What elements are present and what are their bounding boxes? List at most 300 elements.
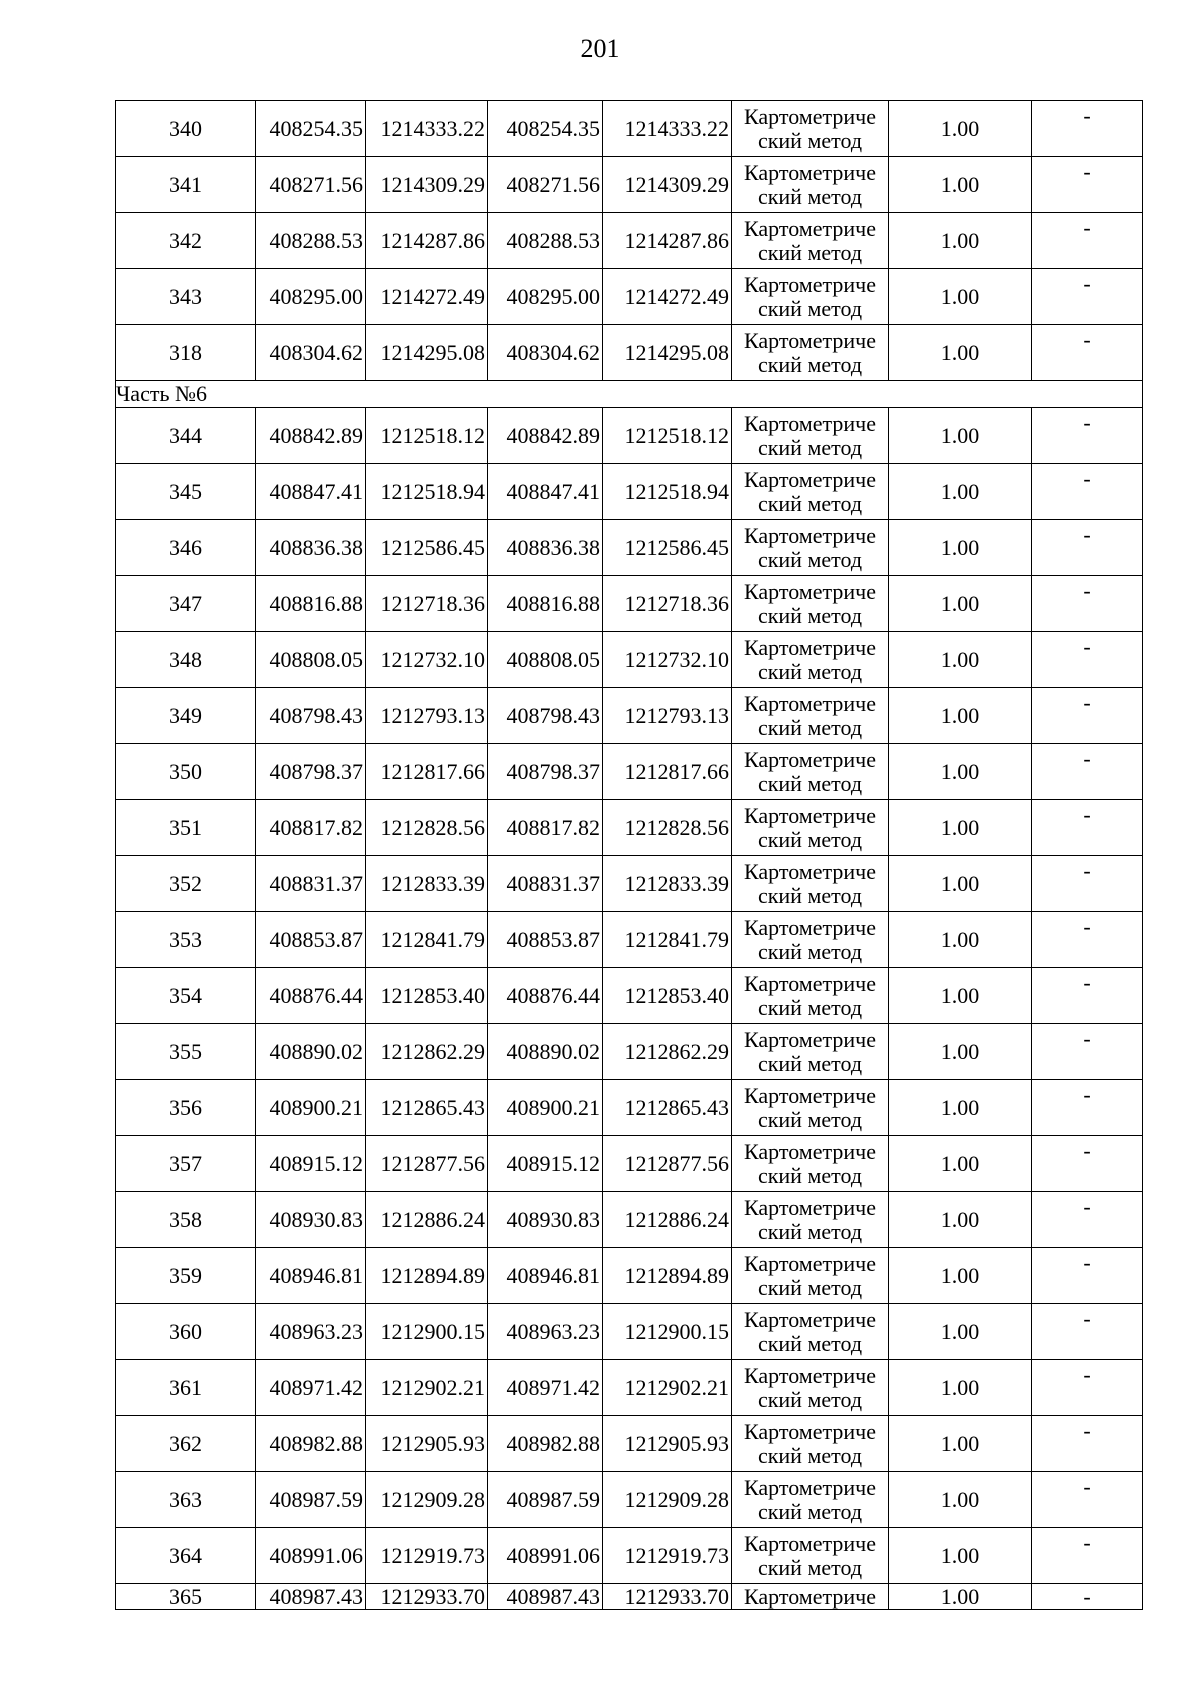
accuracy-cell: 1.00 bbox=[889, 1528, 1032, 1584]
x-coordinate-cell: 408254.35 bbox=[488, 101, 603, 157]
y-coordinate-cell: 1212817.66 bbox=[366, 744, 488, 800]
x-coordinate-cell: 408963.23 bbox=[256, 1304, 366, 1360]
x-coordinate-cell: 408987.43 bbox=[256, 1584, 366, 1610]
point-number-cell: 344 bbox=[116, 408, 256, 464]
point-number-cell: 355 bbox=[116, 1024, 256, 1080]
x-coordinate-cell: 408842.89 bbox=[256, 408, 366, 464]
accuracy-cell: 1.00 bbox=[889, 520, 1032, 576]
description-cell: - bbox=[1032, 1416, 1143, 1472]
table-row bbox=[116, 744, 1143, 800]
point-number-cell: 359 bbox=[116, 1248, 256, 1304]
y-coordinate-cell: 1212919.73 bbox=[366, 1528, 488, 1584]
point-number-cell: 346 bbox=[116, 520, 256, 576]
description-cell: - bbox=[1032, 269, 1143, 325]
description-cell: - bbox=[1032, 464, 1143, 520]
x-coordinate-cell: 408288.53 bbox=[488, 213, 603, 269]
method-text-line2: ский метод bbox=[757, 770, 863, 796]
x-coordinate-cell: 408971.42 bbox=[488, 1360, 603, 1416]
point-number-cell: 364 bbox=[116, 1528, 256, 1584]
description-cell: - bbox=[1032, 325, 1143, 381]
x-coordinate-cell: 408915.12 bbox=[256, 1136, 366, 1192]
y-coordinate-cell: 1214309.29 bbox=[366, 157, 488, 213]
y-coordinate-cell: 1212732.10 bbox=[603, 632, 732, 688]
point-number-cell: 363 bbox=[116, 1472, 256, 1528]
description-cell: - bbox=[1032, 1136, 1143, 1192]
accuracy-cell: 1.00 bbox=[889, 912, 1032, 968]
method-cell bbox=[732, 856, 889, 912]
method-text-line2: ский метод bbox=[757, 1386, 863, 1412]
method-text-line1: Картометриче bbox=[744, 103, 876, 129]
accuracy-cell: 1.00 bbox=[889, 269, 1032, 325]
description-cell: - bbox=[1032, 856, 1143, 912]
method-text-line2: ский метод bbox=[757, 1498, 863, 1524]
method-text-line2: ский метод bbox=[757, 826, 863, 852]
y-coordinate-cell: 1214309.29 bbox=[603, 157, 732, 213]
table-row bbox=[116, 157, 1143, 213]
y-coordinate-cell: 1212841.79 bbox=[366, 912, 488, 968]
description-cell: - bbox=[1032, 213, 1143, 269]
table-row bbox=[116, 325, 1143, 381]
accuracy-cell: 1.00 bbox=[889, 101, 1032, 157]
point-number-cell: 356 bbox=[116, 1080, 256, 1136]
accuracy-cell: 1.00 bbox=[889, 1304, 1032, 1360]
method-text-line1: Картометриче bbox=[744, 1026, 876, 1052]
description-cell: - bbox=[1032, 1304, 1143, 1360]
y-coordinate-cell: 1212886.24 bbox=[603, 1192, 732, 1248]
y-coordinate-cell: 1212909.28 bbox=[366, 1472, 488, 1528]
method-text-line2: ский метод bbox=[757, 602, 863, 628]
accuracy-cell: 1.00 bbox=[889, 1192, 1032, 1248]
x-coordinate-cell: 408853.87 bbox=[256, 912, 366, 968]
description-cell: - bbox=[1032, 1248, 1143, 1304]
y-coordinate-cell: 1212865.43 bbox=[366, 1080, 488, 1136]
method-text-line2: ский метод bbox=[757, 127, 863, 153]
accuracy-cell: 1.00 bbox=[889, 856, 1032, 912]
x-coordinate-cell: 408816.88 bbox=[488, 576, 603, 632]
accuracy-cell: 1.00 bbox=[889, 1584, 1032, 1610]
point-number-cell: 350 bbox=[116, 744, 256, 800]
method-text-line1: Картометриче bbox=[744, 271, 876, 297]
y-coordinate-cell: 1212586.45 bbox=[366, 520, 488, 576]
y-coordinate-cell: 1212841.79 bbox=[603, 912, 732, 968]
y-coordinate-cell: 1214333.22 bbox=[366, 101, 488, 157]
x-coordinate-cell: 408817.82 bbox=[256, 800, 366, 856]
table-row bbox=[116, 1304, 1143, 1360]
method-text-line1: Картометриче bbox=[744, 858, 876, 884]
y-coordinate-cell: 1212900.15 bbox=[366, 1304, 488, 1360]
method-cell bbox=[732, 1304, 889, 1360]
table-row bbox=[116, 912, 1143, 968]
accuracy-cell: 1.00 bbox=[889, 1080, 1032, 1136]
description-cell: - bbox=[1032, 688, 1143, 744]
method-cell bbox=[732, 688, 889, 744]
method-text-line1: Картометриче bbox=[744, 410, 876, 436]
y-coordinate-cell: 1212894.89 bbox=[603, 1248, 732, 1304]
accuracy-cell: 1.00 bbox=[889, 464, 1032, 520]
method-text-line1: Картометриче bbox=[744, 578, 876, 604]
y-coordinate-cell: 1212877.56 bbox=[366, 1136, 488, 1192]
x-coordinate-cell: 408847.41 bbox=[256, 464, 366, 520]
method-text-line1: Картометриче bbox=[744, 215, 876, 241]
description-cell: - bbox=[1032, 1192, 1143, 1248]
description-cell: - bbox=[1032, 968, 1143, 1024]
method-cell bbox=[732, 157, 889, 213]
table-row bbox=[116, 1248, 1143, 1304]
y-coordinate-cell: 1214295.08 bbox=[603, 325, 732, 381]
x-coordinate-cell: 408254.35 bbox=[256, 101, 366, 157]
x-coordinate-cell: 408876.44 bbox=[488, 968, 603, 1024]
y-coordinate-cell: 1212894.89 bbox=[366, 1248, 488, 1304]
method-text-line1: Картометриче bbox=[744, 1250, 876, 1276]
method-cell bbox=[732, 1584, 889, 1610]
point-number-cell: 342 bbox=[116, 213, 256, 269]
method-cell bbox=[732, 1472, 889, 1528]
x-coordinate-cell: 408842.89 bbox=[488, 408, 603, 464]
method-text-line1: Картометриче bbox=[744, 1362, 876, 1388]
y-coordinate-cell: 1212518.12 bbox=[366, 408, 488, 464]
x-coordinate-cell: 408987.43 bbox=[488, 1584, 603, 1610]
point-number-cell: 347 bbox=[116, 576, 256, 632]
x-coordinate-cell: 408930.83 bbox=[488, 1192, 603, 1248]
method-text-line1: Картометриче bbox=[744, 1082, 876, 1108]
method-text-line1: Картометриче bbox=[744, 1583, 876, 1609]
y-coordinate-cell: 1212933.70 bbox=[366, 1584, 488, 1610]
x-coordinate-cell: 408991.06 bbox=[488, 1528, 603, 1584]
coordinates-table bbox=[115, 100, 1143, 1610]
x-coordinate-cell: 408798.37 bbox=[256, 744, 366, 800]
method-text-line2: ский метод bbox=[757, 1554, 863, 1580]
method-cell bbox=[732, 632, 889, 688]
description-cell: - bbox=[1032, 912, 1143, 968]
x-coordinate-cell: 408963.23 bbox=[488, 1304, 603, 1360]
point-number-cell: 345 bbox=[116, 464, 256, 520]
y-coordinate-cell: 1212900.15 bbox=[603, 1304, 732, 1360]
x-coordinate-cell: 408890.02 bbox=[488, 1024, 603, 1080]
table-row bbox=[116, 688, 1143, 744]
method-cell bbox=[732, 800, 889, 856]
x-coordinate-cell: 408831.37 bbox=[488, 856, 603, 912]
y-coordinate-cell: 1212828.56 bbox=[603, 800, 732, 856]
x-coordinate-cell: 408831.37 bbox=[256, 856, 366, 912]
method-cell bbox=[732, 1192, 889, 1248]
y-coordinate-cell: 1212518.94 bbox=[603, 464, 732, 520]
method-text-line2: ский метод bbox=[757, 994, 863, 1020]
method-text-line2: ский метод bbox=[757, 1274, 863, 1300]
accuracy-cell: 1.00 bbox=[889, 744, 1032, 800]
y-coordinate-cell: 1212902.21 bbox=[366, 1360, 488, 1416]
method-text-line2: ский метод bbox=[757, 714, 863, 740]
method-cell bbox=[732, 1528, 889, 1584]
accuracy-cell: 1.00 bbox=[889, 1416, 1032, 1472]
point-number-cell: 361 bbox=[116, 1360, 256, 1416]
x-coordinate-cell: 408304.62 bbox=[488, 325, 603, 381]
method-cell bbox=[732, 325, 889, 381]
accuracy-cell: 1.00 bbox=[889, 1472, 1032, 1528]
x-coordinate-cell: 408271.56 bbox=[488, 157, 603, 213]
method-text-line1: Картометриче bbox=[744, 746, 876, 772]
x-coordinate-cell: 408853.87 bbox=[488, 912, 603, 968]
x-coordinate-cell: 408987.59 bbox=[488, 1472, 603, 1528]
x-coordinate-cell: 408808.05 bbox=[256, 632, 366, 688]
point-number-cell: 349 bbox=[116, 688, 256, 744]
method-text-line2: ский метод bbox=[757, 434, 863, 460]
accuracy-cell: 1.00 bbox=[889, 968, 1032, 1024]
point-number-cell: 354 bbox=[116, 968, 256, 1024]
method-text-line2: ский метод bbox=[757, 490, 863, 516]
method-text-line2: ский метод bbox=[757, 183, 863, 209]
point-number-cell: 341 bbox=[116, 157, 256, 213]
description-cell: - bbox=[1032, 1360, 1143, 1416]
accuracy-cell: 1.00 bbox=[889, 213, 1032, 269]
y-coordinate-cell: 1212853.40 bbox=[366, 968, 488, 1024]
x-coordinate-cell: 408982.88 bbox=[256, 1416, 366, 1472]
x-coordinate-cell: 408946.81 bbox=[488, 1248, 603, 1304]
y-coordinate-cell: 1212793.13 bbox=[366, 688, 488, 744]
y-coordinate-cell: 1212793.13 bbox=[603, 688, 732, 744]
y-coordinate-cell: 1212909.28 bbox=[603, 1472, 732, 1528]
table-row bbox=[116, 1080, 1143, 1136]
method-cell bbox=[732, 1080, 889, 1136]
method-cell bbox=[732, 744, 889, 800]
method-text-line2: ский метод bbox=[757, 546, 863, 572]
method-text-line1: Картометриче bbox=[744, 690, 876, 716]
x-coordinate-cell: 408295.00 bbox=[256, 269, 366, 325]
method-text-line2: ский метод bbox=[757, 239, 863, 265]
description-cell: - bbox=[1032, 576, 1143, 632]
y-coordinate-cell: 1212817.66 bbox=[603, 744, 732, 800]
point-number-cell: 352 bbox=[116, 856, 256, 912]
y-coordinate-cell: 1212833.39 bbox=[603, 856, 732, 912]
description-cell: - bbox=[1032, 1024, 1143, 1080]
y-coordinate-cell: 1212865.43 bbox=[603, 1080, 732, 1136]
accuracy-cell: 1.00 bbox=[889, 1360, 1032, 1416]
x-coordinate-cell: 408304.62 bbox=[256, 325, 366, 381]
method-text-line2: ский метод bbox=[757, 1106, 863, 1132]
accuracy-cell: 1.00 bbox=[889, 1024, 1032, 1080]
y-coordinate-cell: 1212833.39 bbox=[366, 856, 488, 912]
accuracy-cell: 1.00 bbox=[889, 157, 1032, 213]
x-coordinate-cell: 408987.59 bbox=[256, 1472, 366, 1528]
table-row bbox=[116, 408, 1143, 464]
description-cell: - bbox=[1032, 520, 1143, 576]
table-row bbox=[116, 576, 1143, 632]
y-coordinate-cell: 1212718.36 bbox=[366, 576, 488, 632]
table-row bbox=[116, 1472, 1143, 1528]
method-cell bbox=[732, 576, 889, 632]
method-cell bbox=[732, 1360, 889, 1416]
x-coordinate-cell: 408817.82 bbox=[488, 800, 603, 856]
table-body-group-a bbox=[116, 101, 1143, 381]
method-text-line2: ский метод bbox=[757, 1330, 863, 1356]
method-text-line1: Картометриче bbox=[744, 914, 876, 940]
table-body-section bbox=[116, 381, 1143, 408]
method-text-line1: Картометриче bbox=[744, 970, 876, 996]
method-text-line2: ский метод bbox=[757, 938, 863, 964]
method-text-line2: ский метод bbox=[757, 1442, 863, 1468]
table-row bbox=[116, 1584, 1143, 1610]
method-text-line2: ский метод bbox=[757, 882, 863, 908]
method-text-line2: ский метод bbox=[757, 1050, 863, 1076]
method-text-line2: ский метод bbox=[757, 1218, 863, 1244]
description-cell: - bbox=[1032, 1472, 1143, 1528]
point-number-cell: 340 bbox=[116, 101, 256, 157]
section-title: Часть №6 bbox=[116, 381, 1143, 408]
method-cell bbox=[732, 101, 889, 157]
y-coordinate-cell: 1212902.21 bbox=[603, 1360, 732, 1416]
x-coordinate-cell: 408808.05 bbox=[488, 632, 603, 688]
description-cell: - bbox=[1032, 1528, 1143, 1584]
method-text-line1: Картометриче bbox=[744, 1194, 876, 1220]
table-row bbox=[116, 1528, 1143, 1584]
method-text-line1: Картометриче bbox=[744, 522, 876, 548]
x-coordinate-cell: 408876.44 bbox=[256, 968, 366, 1024]
accuracy-cell: 1.00 bbox=[889, 1136, 1032, 1192]
y-coordinate-cell: 1212586.45 bbox=[603, 520, 732, 576]
method-text-line1: Картометриче bbox=[744, 1474, 876, 1500]
y-coordinate-cell: 1214333.22 bbox=[603, 101, 732, 157]
x-coordinate-cell: 408798.37 bbox=[488, 744, 603, 800]
x-coordinate-cell: 408295.00 bbox=[488, 269, 603, 325]
description-cell: - bbox=[1032, 157, 1143, 213]
method-cell bbox=[732, 464, 889, 520]
table-row bbox=[116, 856, 1143, 912]
point-number-cell: 362 bbox=[116, 1416, 256, 1472]
table-row bbox=[116, 101, 1143, 157]
point-number-cell: 357 bbox=[116, 1136, 256, 1192]
method-text-line1: Картометриче bbox=[744, 1138, 876, 1164]
accuracy-cell: 1.00 bbox=[889, 325, 1032, 381]
method-cell bbox=[732, 968, 889, 1024]
x-coordinate-cell: 408915.12 bbox=[488, 1136, 603, 1192]
accuracy-cell: 1.00 bbox=[889, 576, 1032, 632]
table-row bbox=[116, 1192, 1143, 1248]
y-coordinate-cell: 1214287.86 bbox=[603, 213, 732, 269]
description-cell: - bbox=[1032, 800, 1143, 856]
method-cell bbox=[732, 269, 889, 325]
point-number-cell: 343 bbox=[116, 269, 256, 325]
y-coordinate-cell: 1212877.56 bbox=[603, 1136, 732, 1192]
method-text-line1: Картометриче bbox=[744, 802, 876, 828]
table-row bbox=[116, 632, 1143, 688]
method-cell bbox=[732, 520, 889, 576]
y-coordinate-cell: 1214295.08 bbox=[366, 325, 488, 381]
description-cell: - bbox=[1032, 101, 1143, 157]
method-cell bbox=[732, 1136, 889, 1192]
y-coordinate-cell: 1212518.12 bbox=[603, 408, 732, 464]
x-coordinate-cell: 408288.53 bbox=[256, 213, 366, 269]
point-number-cell: 353 bbox=[116, 912, 256, 968]
method-cell bbox=[732, 1248, 889, 1304]
y-coordinate-cell: 1212886.24 bbox=[366, 1192, 488, 1248]
y-coordinate-cell: 1212933.70 bbox=[603, 1584, 732, 1610]
x-coordinate-cell: 408982.88 bbox=[488, 1416, 603, 1472]
method-cell bbox=[732, 213, 889, 269]
method-cell bbox=[732, 1024, 889, 1080]
method-text-line2: ский метод bbox=[757, 658, 863, 684]
table-row bbox=[116, 269, 1143, 325]
method-text-line1: Картометриче bbox=[744, 327, 876, 353]
description-cell: - bbox=[1032, 1584, 1143, 1610]
y-coordinate-cell: 1212732.10 bbox=[366, 632, 488, 688]
table-row bbox=[116, 520, 1143, 576]
point-number-cell: 365 bbox=[116, 1584, 256, 1610]
method-text-line1: Картометриче bbox=[744, 634, 876, 660]
x-coordinate-cell: 408930.83 bbox=[256, 1192, 366, 1248]
table-row bbox=[116, 1360, 1143, 1416]
point-number-cell: 348 bbox=[116, 632, 256, 688]
y-coordinate-cell: 1212518.94 bbox=[366, 464, 488, 520]
accuracy-cell: 1.00 bbox=[889, 408, 1032, 464]
x-coordinate-cell: 408836.38 bbox=[256, 520, 366, 576]
table-row bbox=[116, 800, 1143, 856]
table-row bbox=[116, 1024, 1143, 1080]
method-cell bbox=[732, 1416, 889, 1472]
x-coordinate-cell: 408900.21 bbox=[488, 1080, 603, 1136]
method-cell bbox=[732, 912, 889, 968]
y-coordinate-cell: 1212862.29 bbox=[603, 1024, 732, 1080]
table-row bbox=[116, 464, 1143, 520]
point-number-cell: 351 bbox=[116, 800, 256, 856]
description-cell: - bbox=[1032, 408, 1143, 464]
point-number-cell: 360 bbox=[116, 1304, 256, 1360]
accuracy-cell: 1.00 bbox=[889, 1248, 1032, 1304]
method-text-line1: Картометриче bbox=[744, 159, 876, 185]
description-cell: - bbox=[1032, 744, 1143, 800]
method-text-line1: Картометриче bbox=[744, 1418, 876, 1444]
table-row bbox=[116, 213, 1143, 269]
y-coordinate-cell: 1214272.49 bbox=[366, 269, 488, 325]
method-cell bbox=[732, 408, 889, 464]
table-row bbox=[116, 1136, 1143, 1192]
accuracy-cell: 1.00 bbox=[889, 800, 1032, 856]
method-text-line1: Картометриче bbox=[744, 1530, 876, 1556]
method-text-line2: ский метод bbox=[757, 295, 863, 321]
table-row bbox=[116, 968, 1143, 1024]
table-row bbox=[116, 1416, 1143, 1472]
x-coordinate-cell: 408946.81 bbox=[256, 1248, 366, 1304]
page-number: 201 bbox=[580, 34, 620, 63]
method-text-line1: Картометриче bbox=[744, 1306, 876, 1332]
x-coordinate-cell: 408991.06 bbox=[256, 1528, 366, 1584]
x-coordinate-cell: 408798.43 bbox=[488, 688, 603, 744]
point-number-cell: 358 bbox=[116, 1192, 256, 1248]
method-text-line1: Картометриче bbox=[744, 466, 876, 492]
y-coordinate-cell: 1212853.40 bbox=[603, 968, 732, 1024]
x-coordinate-cell: 408890.02 bbox=[256, 1024, 366, 1080]
accuracy-cell: 1.00 bbox=[889, 688, 1032, 744]
description-cell: - bbox=[1032, 1080, 1143, 1136]
point-number-cell: 318 bbox=[116, 325, 256, 381]
x-coordinate-cell: 408847.41 bbox=[488, 464, 603, 520]
description-cell: - bbox=[1032, 632, 1143, 688]
x-coordinate-cell: 408971.42 bbox=[256, 1360, 366, 1416]
x-coordinate-cell: 408816.88 bbox=[256, 576, 366, 632]
y-coordinate-cell: 1212828.56 bbox=[366, 800, 488, 856]
x-coordinate-cell: 408271.56 bbox=[256, 157, 366, 213]
y-coordinate-cell: 1214287.86 bbox=[366, 213, 488, 269]
x-coordinate-cell: 408900.21 bbox=[256, 1080, 366, 1136]
method-text-line2: ский метод bbox=[757, 1162, 863, 1188]
x-coordinate-cell: 408798.43 bbox=[256, 688, 366, 744]
table-body-group-b bbox=[116, 408, 1143, 1610]
y-coordinate-cell: 1212862.29 bbox=[366, 1024, 488, 1080]
section-row bbox=[116, 381, 1143, 408]
y-coordinate-cell: 1212905.93 bbox=[603, 1416, 732, 1472]
accuracy-cell: 1.00 bbox=[889, 632, 1032, 688]
method-text-line2: ский метод bbox=[757, 351, 863, 377]
y-coordinate-cell: 1212919.73 bbox=[603, 1528, 732, 1584]
y-coordinate-cell: 1214272.49 bbox=[603, 269, 732, 325]
